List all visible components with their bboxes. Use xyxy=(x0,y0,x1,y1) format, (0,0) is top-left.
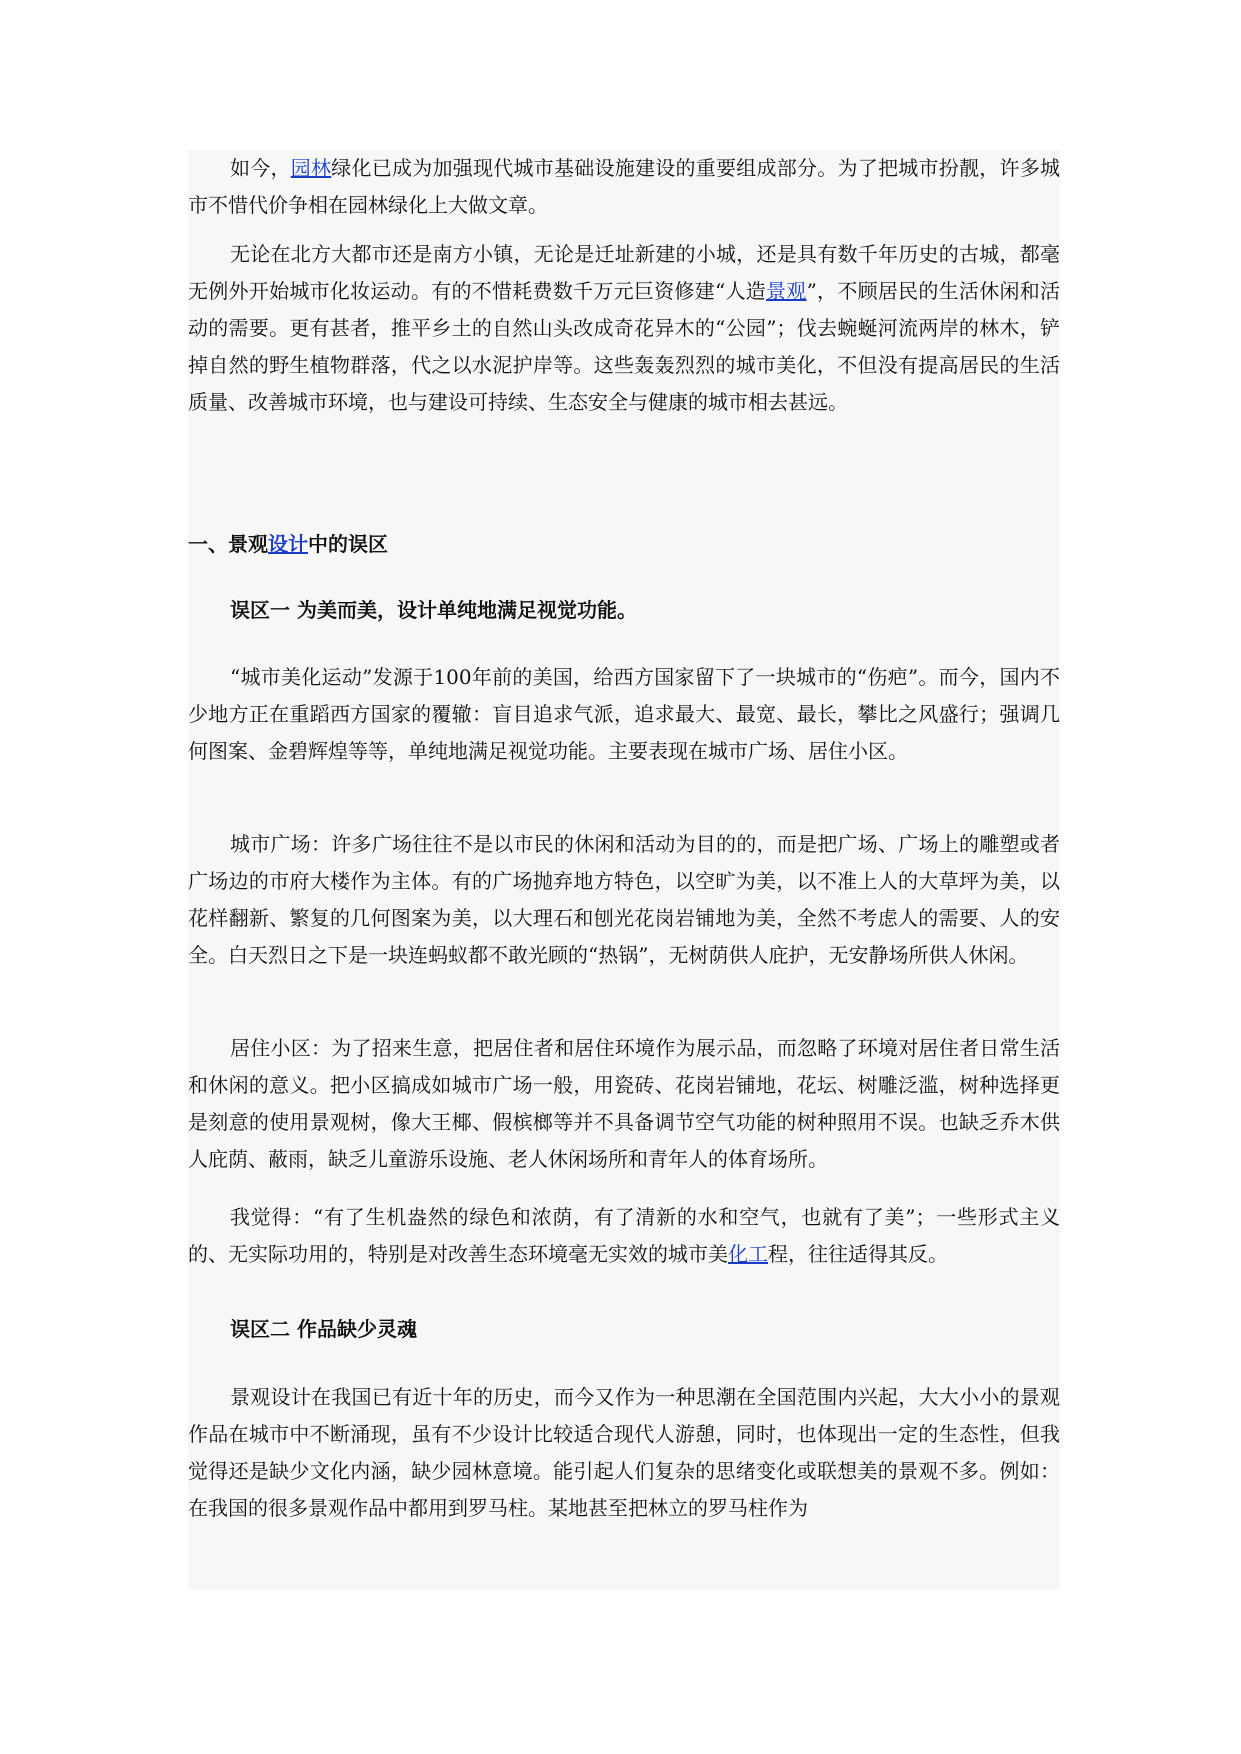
paragraph-city-makeup xyxy=(188,236,1060,421)
paragraph-city-beautiful: “城市美化运动”发源于100年前的美国，给西方国家留下了一块城市的“伤疤”。而今，国内不少地方正在重蹈西方国家的覆辙：盲目追求气派，追求最大、最宽、最长，攀比之风盛行；强调几何图案、金碧辉煌等等，单纯地满足视觉功能。主要表现在城市广场、居住小区。 xyxy=(188,665,1060,763)
link-huagong[interactable]: 化工 xyxy=(728,1242,768,1266)
link-sheji[interactable]: 设计 xyxy=(268,532,308,556)
text-run: 中的误区 xyxy=(308,532,388,556)
text-run: 如今， xyxy=(230,156,291,180)
paragraph-opinion xyxy=(188,1199,1060,1273)
text-run: 一、景观 xyxy=(188,532,268,556)
paragraph-residential: 居住小区：为了招来生意，把居住者和居住环境作为展示品，而忽略了环境对居住者日常生活和休闲的意义。把小区搞成如城市广场一般，用瓷砖、花岗岩铺地，花坛、树雕泛滥，树种选择更是刻意的使用景观树，像大王椰、假槟榔等并不具备调节空气功能的树种照用不误。也缺乏乔木供人庇荫、蔽雨，缺乏儿童游乐设施、老人休闲场所和青年人的体育场所。 xyxy=(188,1036,1060,1171)
heading-misconception-2: 误区二 作品缺少灵魂 xyxy=(230,1317,417,1341)
text-run: 无论在北方大都市还是南方小镇，无论是迁址新建的小城，还是具有数千年历史的古城，都毫无例外开始城市化妆运动。有的不惜耗费数千万元巨资修建“人造 xyxy=(188,242,1060,303)
link-yuanlin[interactable]: 园林 xyxy=(290,156,332,180)
text-run: 我觉得：“有了生机盎然的绿色和浓荫，有了清新的水和空气，也就有了美”；一些形式主义的、无实际功用的，特别是对改善生态环境毫无实效的城市美 xyxy=(188,1205,1060,1266)
text-run: 绿化已成为加强现代城市基础设施建设的重要组成部分。为了把城市扮靓，许多城市不惜代价争相在园林绿化上大做文章。 xyxy=(188,156,1060,217)
heading-section-1 xyxy=(188,526,1060,563)
link-jingguan[interactable]: 景观 xyxy=(766,279,807,303)
paragraph-no-soul: 景观设计在我国已有近十年的历史，而今又作为一种思潮在全国范围内兴起，大大小小的景观作品在城市中不断涌现，虽有不少设计比较适合现代人游憩，同时，也体现出一定的生态性，但我觉得还是缺少文化内涵，缺少园林意境。能引起人们复杂的思绪变化或联想美的景观不多。例如：在我国的很多景观作品中都用到罗马柱。某地甚至把林立的罗马柱作为 xyxy=(188,1385,1060,1520)
paragraph-city-square: 城市广场：许多广场往往不是以市民的休闲和活动为目的的，而是把广场、广场上的雕塑或者广场边的市府大楼作为主体。有的广场抛弃地方特色，以空旷为美，以不准上人的大草坪为美，以花样翻新、繁复的几何图案为美，以大理石和刨光花岗岩铺地为美，全然不考虑人的需要、人的安全。白天烈日之下是一块连蚂蚁都不敢光顾的“热锅”，无树荫供人庇护，无安静场所供人休闲。 xyxy=(188,832,1060,967)
document-page-body xyxy=(188,150,1060,1590)
text-run: ”，不顾居民的生活休闲和活动的需要。更有甚者，推平乡土的自然山头改成奇花异木的“公园”；伐去蜿蜒河流两岸的林木，铲掉自然的野生植物群落，代之以水泥护岸等。这些轰轰烈烈的城市美化，不但没有提高居民的生活质量、改善城市环境，也与建设可持续、生态安全与健康的城市相去甚远。 xyxy=(188,279,1061,414)
heading-misconception-1: 误区一 为美而美，设计单纯地满足视觉功能。 xyxy=(230,598,637,622)
paragraph-intro xyxy=(188,150,1060,224)
text-run: 程，往往适得其反。 xyxy=(768,1242,948,1266)
